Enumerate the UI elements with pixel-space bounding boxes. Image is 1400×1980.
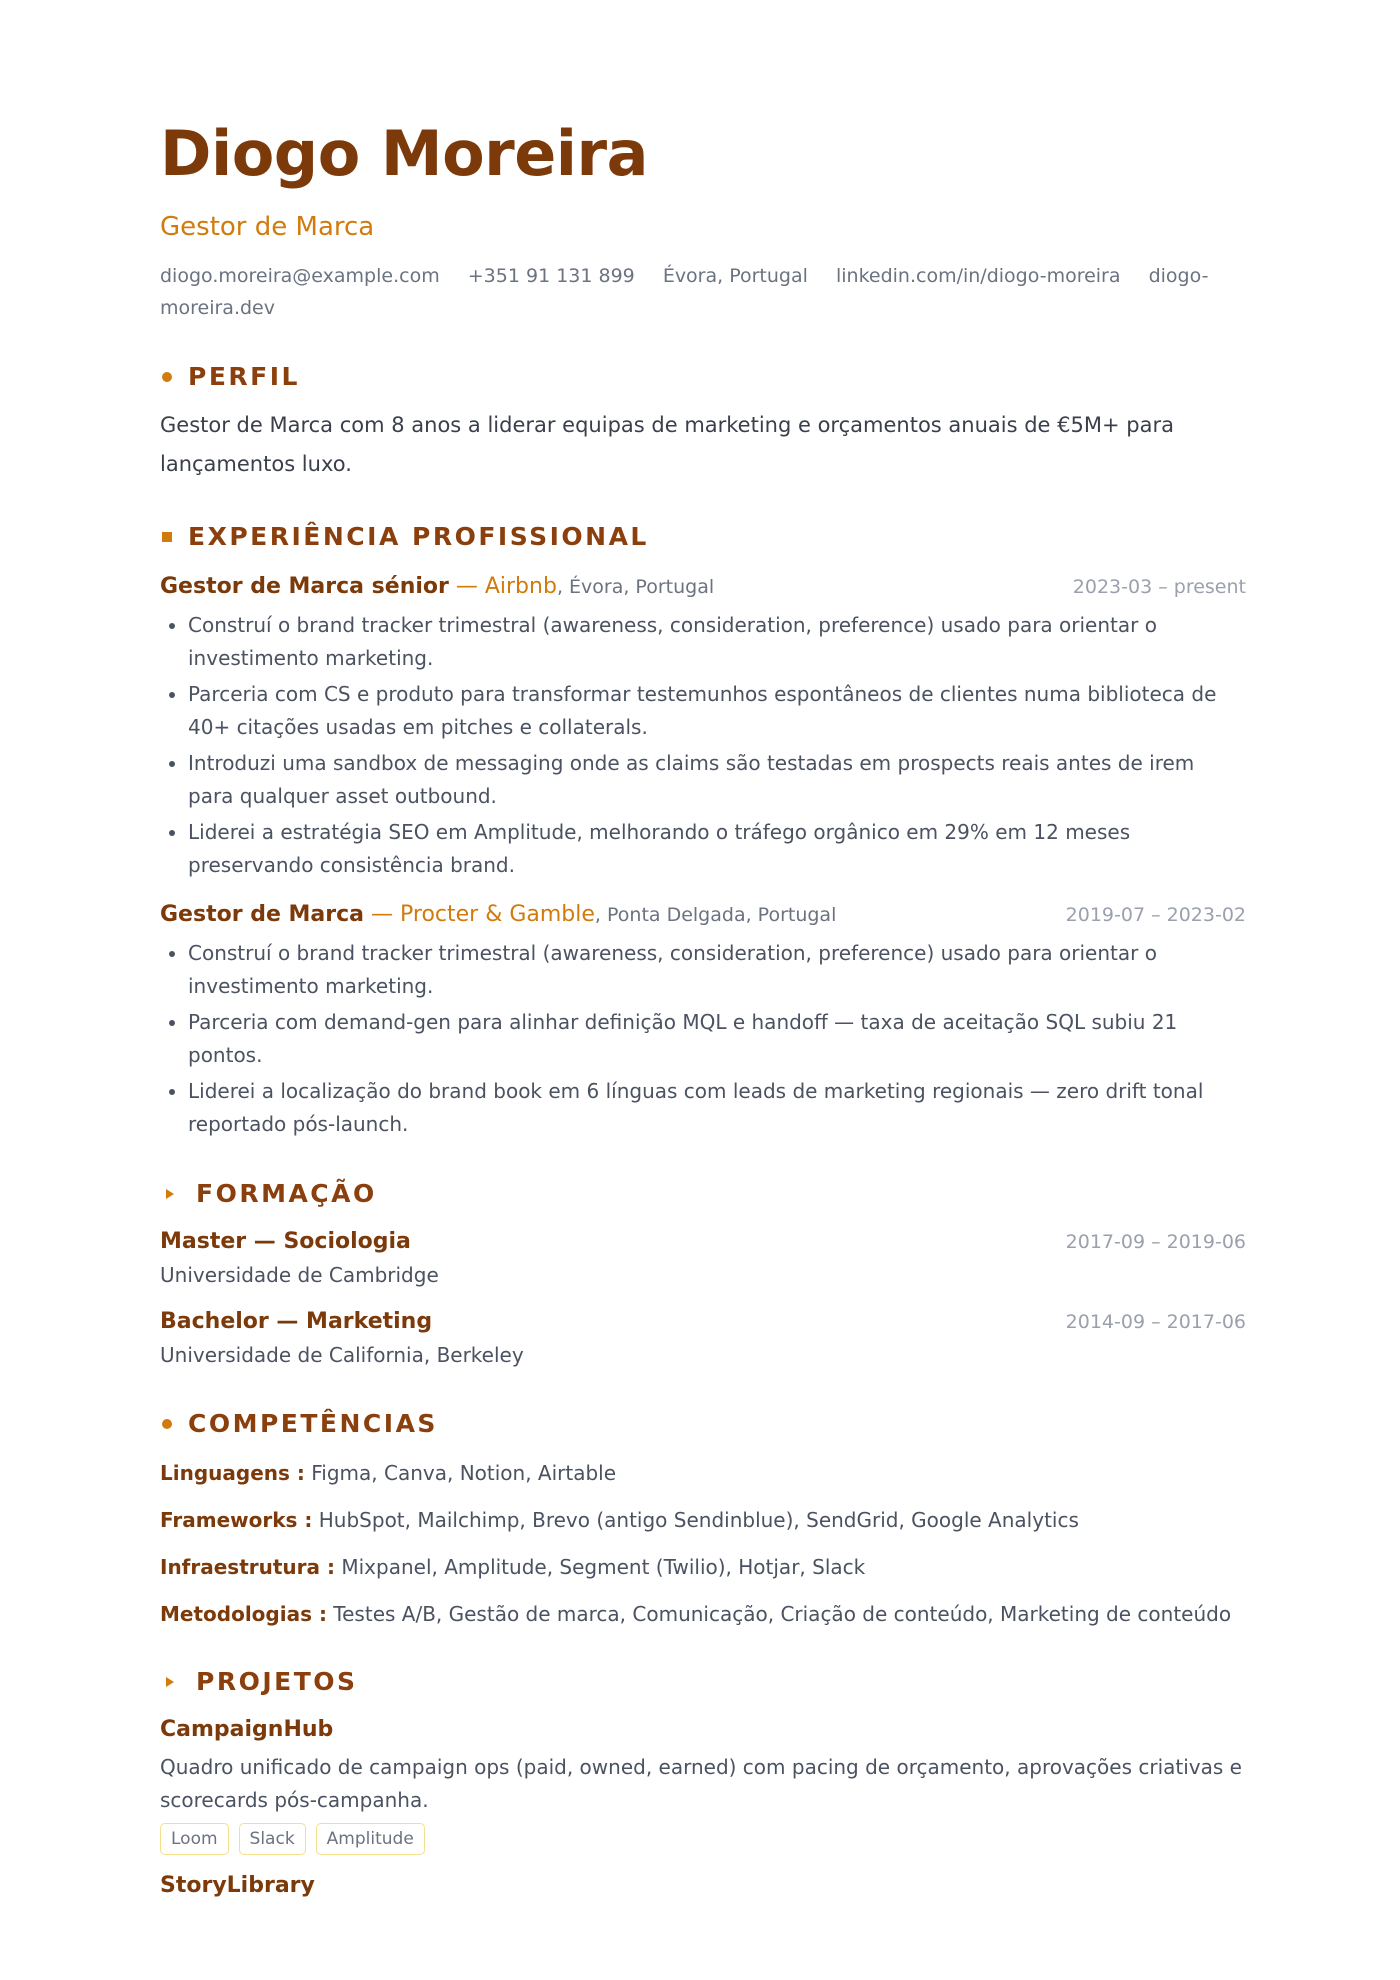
profile-summary: Gestor de Marca com 8 anos a liderar equipas de marketing e orçamentos anuais de €5M+ para lançamentos luxo. bbox=[160, 413, 1174, 476]
candidate-name: Diogo Moreira bbox=[160, 117, 648, 190]
contact-linkedin[interactable]: linkedin.com/in/diogo-moreira bbox=[835, 265, 1121, 287]
education-header bbox=[160, 1225, 1246, 1259]
project-tag: Amplitude bbox=[316, 1823, 425, 1855]
education-school: Universidade de California, Berkeley bbox=[160, 1343, 524, 1367]
job-dates: 2019-07 – 2023-02 bbox=[1065, 904, 1246, 926]
job-bullets bbox=[160, 937, 1246, 1141]
section-title-experience bbox=[160, 520, 1246, 554]
project-tag: Loom bbox=[160, 1823, 229, 1855]
skill-label: Linguagens : bbox=[160, 1461, 305, 1485]
project-entry bbox=[160, 1713, 1246, 1855]
section-title-text: PROJETOS bbox=[196, 1667, 358, 1696]
contact-email[interactable]: diogo.moreira@example.com bbox=[160, 265, 440, 287]
skill-label: Metodologias : bbox=[160, 1602, 327, 1626]
job-company: — Procter & Gamble bbox=[364, 902, 595, 927]
project-entry bbox=[160, 1869, 1246, 1903]
job-entry bbox=[160, 570, 1246, 882]
job-bullet: • Construí o brand tracker trimestral (awareness, consideration, preference) usado para orientar o investimento marketing. bbox=[188, 609, 1246, 675]
section-experience bbox=[160, 520, 1246, 1141]
contact-line bbox=[160, 260, 1220, 324]
project-description: Quadro unificado de campaign ops (paid, owned, earned) com pacing de orçamento, aprovações criativas e scorecards pós-campanha. bbox=[160, 1755, 1242, 1812]
project-tags bbox=[160, 1823, 1246, 1855]
job-location: , Évora, Portugal bbox=[556, 576, 715, 598]
section-projects bbox=[160, 1665, 1246, 1903]
job-dates: 2023-03 – present bbox=[1072, 576, 1246, 598]
education-entry bbox=[160, 1305, 1246, 1371]
section-title-text: FORMAÇÃO bbox=[196, 1179, 377, 1208]
candidate-role: Gestor de Marca bbox=[160, 212, 375, 242]
section-title-text: PERFIL bbox=[188, 362, 300, 391]
job-header bbox=[160, 898, 1246, 933]
triangle-marker-icon bbox=[166, 1677, 174, 1687]
section-title-text: EXPERIÊNCIA PROFISSIONAL bbox=[188, 522, 649, 551]
education-school: Universidade de Cambridge bbox=[160, 1263, 439, 1287]
skill-row bbox=[160, 1552, 1246, 1582]
education-entry bbox=[160, 1225, 1246, 1291]
project-name: CampaignHub bbox=[160, 1717, 334, 1742]
job-title: Gestor de Marca bbox=[160, 902, 365, 927]
education-dates: 2014-09 – 2017-06 bbox=[1065, 1311, 1246, 1333]
job-entry bbox=[160, 898, 1246, 1141]
job-bullet: • Liderei a estratégia SEO em Amplitude, melhorando o tráfego orgânico em 29% em 12 meses preservando consistência brand. bbox=[188, 816, 1246, 882]
skill-row bbox=[160, 1458, 1246, 1488]
skill-value: Figma, Canva, Notion, Airtable bbox=[304, 1461, 617, 1485]
section-title-text: COMPETÊNCIAS bbox=[188, 1409, 438, 1438]
skill-value: Testes A/B, Gestão de marca, Comunicação, Criação de conteúdo, Marketing de conteúdo bbox=[326, 1602, 1232, 1626]
job-bullet: • Introduzi uma sandbox de messaging onde as claims são testadas em prospects reais antes de irem para qualquer asset outbound. bbox=[188, 747, 1246, 813]
education-degree: Master — Sociologia bbox=[160, 1229, 411, 1254]
education-header bbox=[160, 1305, 1246, 1339]
job-bullet: • Liderei a localização do brand book em 6 línguas com leads de marketing regionais — zero drift tonal reportado pós-launch. bbox=[188, 1075, 1246, 1141]
contact-website[interactable]: diogo-moreira.dev bbox=[160, 265, 1209, 319]
contact-phone[interactable]: +351 91 131 899 bbox=[467, 265, 635, 287]
job-bullets bbox=[160, 609, 1246, 882]
square-marker-icon bbox=[162, 532, 172, 542]
education-dates: 2017-09 – 2019-06 bbox=[1065, 1231, 1246, 1253]
job-company: — Airbnb bbox=[448, 574, 557, 599]
section-skills bbox=[160, 1407, 1246, 1629]
section-title-profile bbox=[160, 360, 1246, 394]
skill-label: Infraestrutura : bbox=[160, 1555, 335, 1579]
section-education bbox=[160, 1177, 1246, 1371]
triangle-marker-icon bbox=[166, 1189, 174, 1199]
section-title-projects bbox=[160, 1665, 1246, 1699]
dot-marker-icon bbox=[162, 1419, 172, 1429]
contact-location: Évora, Portugal bbox=[662, 265, 808, 287]
skill-value: HubSpot, Mailchimp, Brevo (antigo Sendinblue), SendGrid, Google Analytics bbox=[312, 1508, 1079, 1532]
section-profile bbox=[160, 360, 1246, 484]
section-title-education bbox=[160, 1177, 1246, 1211]
skill-value: Mixpanel, Amplitude, Segment (Twilio), Hotjar, Slack bbox=[335, 1555, 866, 1579]
job-bullet: • Construí o brand tracker trimestral (awareness, consideration, preference) usado para orientar o investimento marketing. bbox=[188, 937, 1246, 1003]
job-bullet: • Parceria com demand-gen para alinhar definição MQL e handoff — taxa de aceitação SQL subiu 21 pontos. bbox=[188, 1006, 1246, 1072]
job-bullet: • Parceria com CS e produto para transformar testemunhos espontâneos de clientes numa biblioteca de 40+ citações usadas em pitches e collaterals. bbox=[188, 678, 1246, 744]
skill-row bbox=[160, 1505, 1246, 1535]
job-header bbox=[160, 570, 1246, 605]
education-degree: Bachelor — Marketing bbox=[160, 1309, 433, 1334]
job-title: Gestor de Marca sénior bbox=[160, 574, 449, 599]
project-tag: Slack bbox=[239, 1823, 306, 1855]
job-location: , Ponta Delgada, Portugal bbox=[594, 904, 837, 926]
skill-row bbox=[160, 1599, 1246, 1629]
skill-label: Frameworks : bbox=[160, 1508, 313, 1532]
section-title-skills bbox=[160, 1407, 1246, 1441]
resume-content bbox=[160, 112, 1246, 1903]
dot-marker-icon bbox=[162, 372, 172, 382]
project-name: StoryLibrary bbox=[160, 1873, 315, 1898]
